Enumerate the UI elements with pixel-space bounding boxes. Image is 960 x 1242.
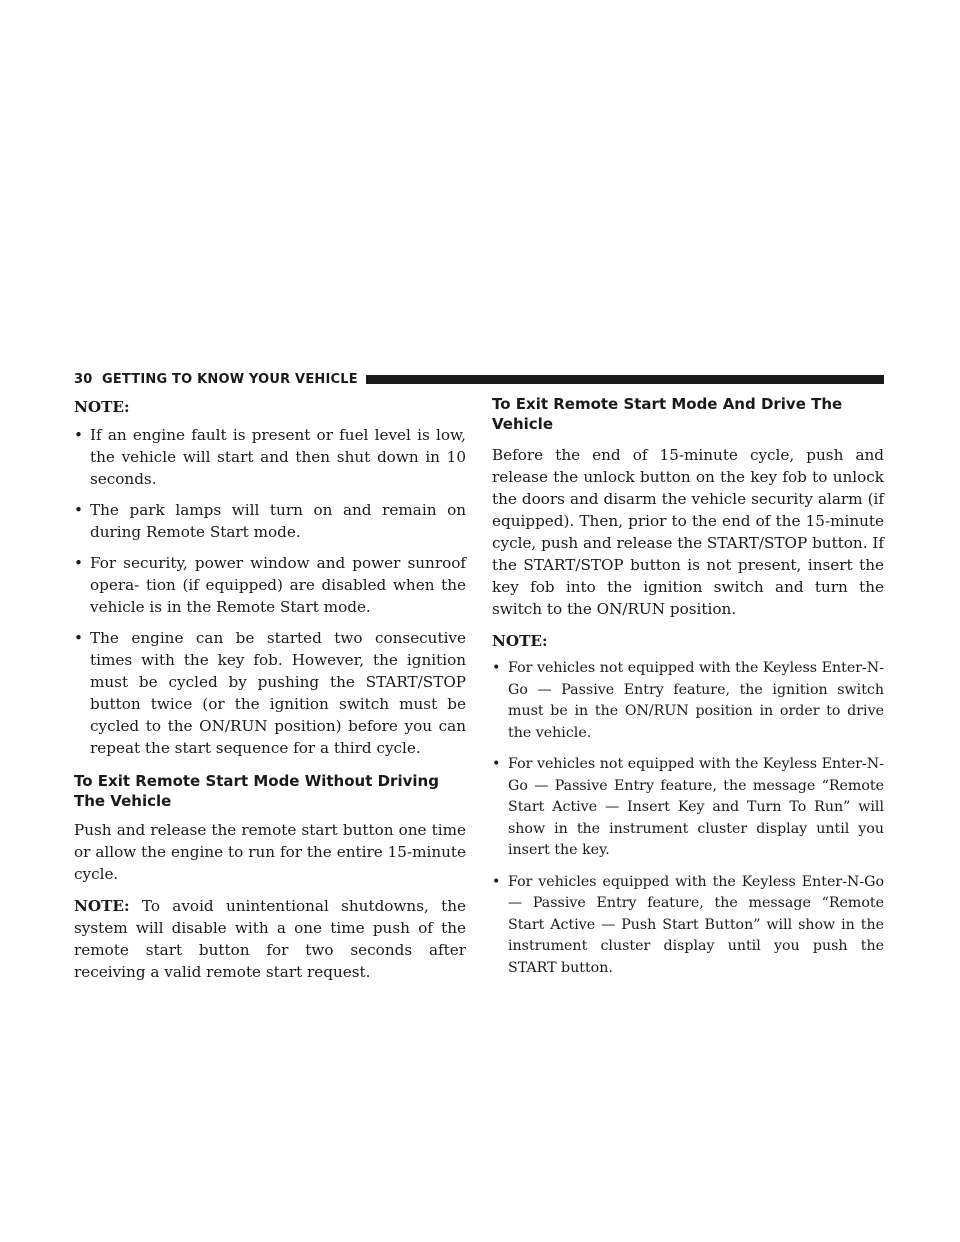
section-heading-exit-and-drive: To Exit Remote Start Mode And Drive The Vehicle	[492, 395, 843, 433]
list-item: • For vehicles equipped with the Keyless Enter-N-Go — Passive Entry feature, the message “Remote Start Active — Push Start Button” will show in the instrument cluster display until you push the START button.	[492, 872, 884, 980]
list-item: • For security, power window and power sunroof opera- tion (if equipped) are disabled when the vehicle is in the Remote Start mode.	[74, 552, 466, 618]
list-item: • The park lamps will turn on and remain on during Remote Start mode.	[74, 499, 466, 543]
note-paragraph	[74, 895, 466, 983]
note-label: NOTE:	[492, 632, 548, 650]
section-title: GETTING TO KNOW YOUR VEHICLE	[101, 371, 358, 387]
paragraph: Before the end of 15-minute cycle, push and release the unlock button on the key fob to unlock the doors and disarm the vehicle security alarm (if equipped). Then, prior to the end of the 15-minute cycle, push and release the START/STOP button. If the START/STOP button is not present, insert the key fob into the ignition switch and turn the switch to the ON/RUN position.	[492, 446, 884, 618]
list-item: • For vehicles not equipped with the Keyless Enter-N-Go — Passive Entry feature, the message “Remote Start Active — Insert Key and Turn To Run” will show in the instrument cluster display until you insert the key.	[492, 754, 884, 862]
note-bullet-list	[74, 424, 466, 759]
section-heading-exit-without-driving: To Exit Remote Start Mode Without Driving The Vehicle	[74, 772, 439, 810]
paragraph: Push and release the remote start button one time or allow the engine to run for the entire 15-minute cycle.	[74, 821, 466, 883]
note-text: To avoid unintentional shutdowns, the system will disable with a one time push of the remote start button for two seconds after receiving a valid remote start request.	[74, 897, 466, 981]
left-column	[74, 396, 466, 993]
list-item: • For vehicles not equipped with the Keyless Enter-N-Go — Passive Entry feature, the ignition switch must be in the ON/RUN position in order to drive the vehicle.	[492, 658, 884, 744]
list-item: • If an engine fault is present or fuel level is low, the vehicle will start and then shut down in 10 seconds.	[74, 424, 466, 490]
note-bullet-list	[492, 658, 884, 979]
page-number: 30	[74, 371, 93, 387]
list-item: • The engine can be started two consecutive times with the key fob. However, the ignition must be cycled by pushing the START/STOP button twice (or the ignition switch must be cycled to the ON/RUN position) before you can repeat the start sequence for a third cycle.	[74, 627, 466, 759]
note-label: NOTE:	[74, 398, 130, 416]
header-rule	[366, 375, 884, 384]
page-header	[74, 370, 884, 388]
note-label: NOTE:	[74, 897, 130, 915]
right-column	[492, 396, 884, 989]
